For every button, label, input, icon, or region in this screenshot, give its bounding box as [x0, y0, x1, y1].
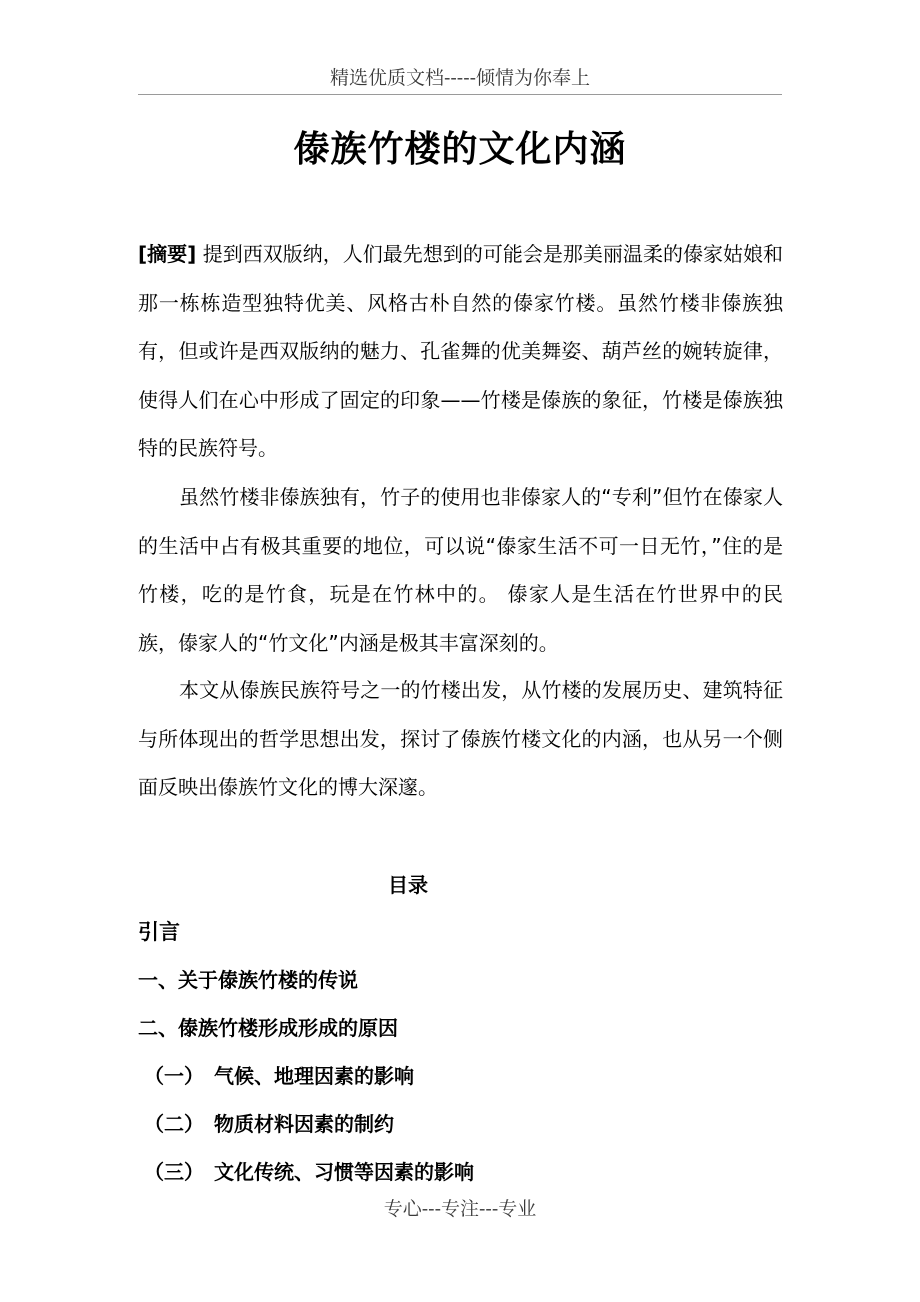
abstract-text: 提到西双版纳，人们最先想到的可能会是那美丽温柔的傣家姑娘和那一栋栋造型独特优美、风格古朴自然的傣家竹楼。虽然竹楼非傣族独有，但或许是西双版纳的魅力、孔雀舞的优美舞姿、葫芦丝的婉转旋律，使得人们在心中形成了固定的印象——竹楼是傣族的象征，竹楼是傣族独特的民族符号。 [138, 242, 784, 460]
toc-item-number: （一） [144, 1064, 204, 1088]
toc-item-subsection-3 [138, 1148, 783, 1196]
page-footer-text: 专心---专注---专业 [383, 1198, 537, 1220]
toc-item-number: （三） [144, 1160, 204, 1184]
header-divider [138, 94, 782, 95]
toc-item-number: 二、 [138, 1016, 178, 1040]
body-paragraph-2: 虽然竹楼非傣族独有，竹子的使用也非傣家人的“专利”但竹在傣家人的生活中占有极其重要的地位，可以说“傣家生活不可一日无竹，”住的是竹楼，吃的是竹食，玩是在竹林中的。 傣家人是生活在竹世界中的民族，傣家人的“竹文化”内涵是极其丰富深刻的。 [138, 485, 783, 655]
toc-item-text: 引言 [138, 920, 180, 944]
toc-heading: 目录 [388, 873, 428, 897]
toc-item-number: 一、 [138, 968, 178, 992]
toc-item-subsection-1 [138, 1052, 783, 1100]
toc-item-number: （二） [144, 1112, 204, 1136]
toc-item-subsection-2 [138, 1100, 783, 1148]
toc-item-text: 傣族竹楼形成形成的原因 [178, 1016, 398, 1040]
abstract-paragraph [138, 230, 783, 473]
toc-item-introduction [138, 908, 783, 956]
body-paragraph-3: 本文从傣族民族符号之一的竹楼出发，从竹楼的发展历史、建筑特征与所体现出的哲学思想出发，探讨了傣族竹楼文化的内涵，也从另一个侧面反映出傣族竹文化的博大深邃。 [138, 678, 783, 799]
toc-list [138, 908, 783, 1196]
document-title: 傣族竹楼的文化内涵 [293, 129, 627, 170]
toc-item-section-1 [138, 956, 783, 1004]
toc-item-text: 文化传统、习惯等因素的影响 [214, 1160, 474, 1184]
page-header-text: 精选优质文档-----倾情为你奉上 [329, 67, 591, 89]
toc-item-text: 物质材料因素的制约 [214, 1112, 394, 1136]
toc-item-text: 关于傣族竹楼的传说 [178, 968, 358, 992]
abstract-label: [摘要] [138, 242, 197, 266]
toc-item-section-2 [138, 1004, 783, 1052]
toc-item-text: 气候、地理因素的影响 [214, 1064, 414, 1088]
